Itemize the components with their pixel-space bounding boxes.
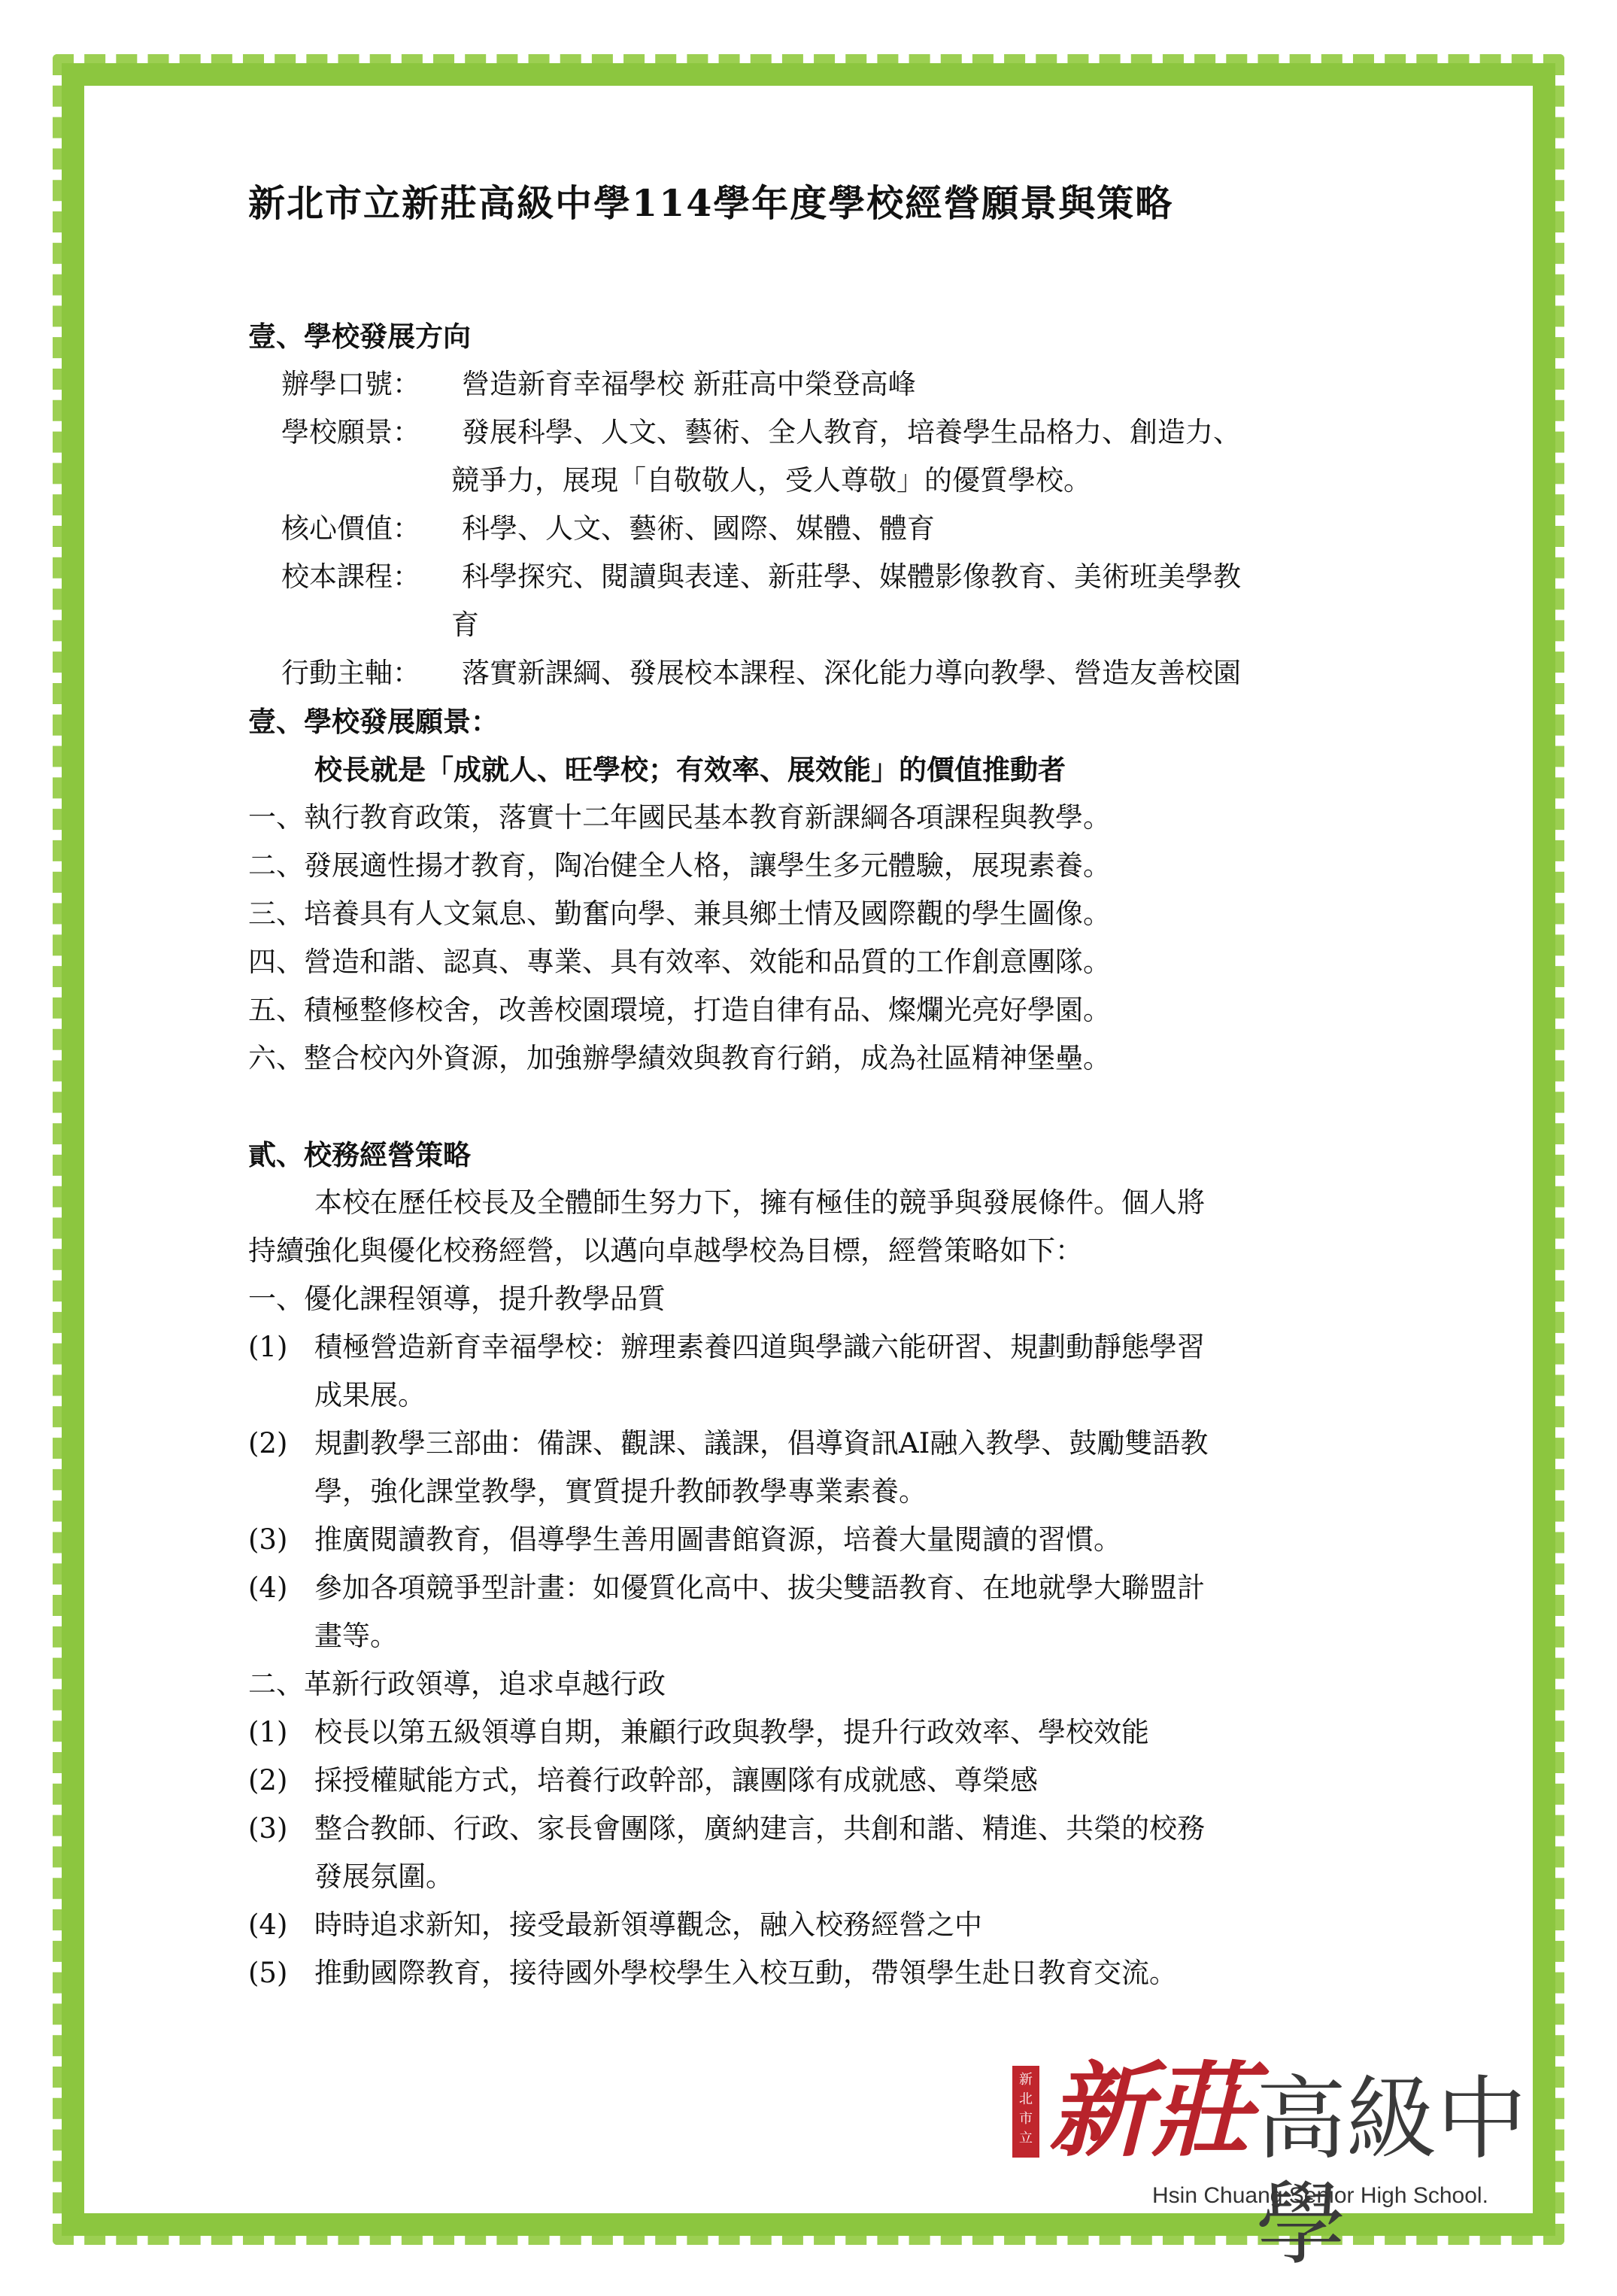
- item-text: 規劃教學三部曲：備課、觀課、議課，倡導資訊AI融入教學、鼓勵雙語教: [314, 1427, 1209, 1459]
- item-text: 推廣閱讀教育，倡導學生善用圖書館資源，培養大量閱讀的習慣。: [314, 1523, 1121, 1556]
- kv-value: 落實新課綱、發展校本課程、深化能力導向教學、營造友善校園: [462, 657, 1241, 689]
- item-text: 推動國際教育，接待國外學校學生入校互動，帶領學生赴日教育交流。: [314, 1957, 1177, 1989]
- item-text: 時時追求新知，接受最新領導觀念，融入校務經營之中: [314, 1909, 982, 1941]
- item-number: (3): [248, 1812, 288, 1845]
- list-item: 六、整合校內外資源，加強辦學績效與教育行銷，成為社區精神堡壘。: [248, 1042, 1111, 1074]
- kv-key: 行動主軸：: [281, 657, 420, 689]
- list-item: 二、發展適性揚才教育，陶冶健全人格，讓學生多元體驗，展現素養。: [248, 849, 1111, 882]
- kv-curriculum: [248, 553, 1376, 601]
- page-title: 新北市立新莊高級中學114學年度學校經營願景與策略: [248, 181, 1174, 225]
- kv-key: 學校願景：: [281, 416, 420, 448]
- school-logo: [1012, 2045, 1539, 2277]
- item-continuation: 發展氛圍。: [314, 1860, 454, 1893]
- kv-slogan: [248, 360, 1376, 408]
- strategy-item: [248, 1708, 1376, 1757]
- list-item: 四、營造和諧、認真、專業、具有效率、效能和品質的工作創意團隊。: [248, 946, 1111, 978]
- intro-paragraph-line: 持續強化與優化校務經營，以邁向卓越學校為目標，經營策略如下：: [248, 1235, 1083, 1267]
- kv-key: 校本課程：: [281, 560, 420, 593]
- list-item: 三、培養具有人文氣息、勤奮向學、兼具鄉土情及國際觀的學生圖像。: [248, 897, 1111, 930]
- kv-core-values: [248, 505, 1376, 553]
- kv-value: 科學、人文、藝術、國際、媒體、體育: [462, 512, 935, 545]
- list-item: 五、積極整修校舍，改善校園環境，打造自律有品、燦爛光亮好學園。: [248, 994, 1111, 1026]
- intro-paragraph-line: 本校在歷任校長及全體師生努力下，擁有極佳的競爭與發展條件。個人將: [314, 1186, 1205, 1219]
- strategy-item: [248, 1323, 1376, 1371]
- spacer: [248, 1083, 1376, 1131]
- kv-key: 核心價值：: [281, 512, 420, 545]
- item-continuation: 成果展。: [314, 1379, 426, 1411]
- kv-continuation: 育: [451, 609, 479, 641]
- item-number: (4): [248, 1909, 288, 1941]
- section-heading-direction: 壹、學校發展方向: [248, 320, 471, 353]
- item-number: (1): [248, 1716, 288, 1748]
- kv-value: 營造新育幸福學校 新莊高中榮登高峰: [462, 368, 916, 400]
- logo-chinese-dark: 高級中學: [1256, 2067, 1527, 2277]
- kv-value: 科學探究、閱讀與表達、新莊學、媒體影像教育、美術班美學教: [462, 560, 1241, 593]
- item-text: 積極營造新育幸福學校：辦理素養四道與學識六能研習、規劃動靜態學習: [314, 1331, 1205, 1363]
- list-item: 一、執行教育政策，落實十二年國民基本教育新課綱各項課程與教學。: [248, 801, 1111, 834]
- vision-subheading: 校長就是「成就人、旺學校；有效率、展效能」的價值推動者: [314, 753, 1066, 786]
- strategy-item: [248, 1805, 1376, 1853]
- strategy-item: [248, 1420, 1376, 1468]
- item-text: 校長以第五級領導自期，兼顧行政與教學，提升行政效率、學校效能: [314, 1716, 1149, 1748]
- kv-vision: [248, 408, 1376, 457]
- kv-value: 發展科學、人文、藝術、全人教育，培養學生品格力、創造力、: [462, 416, 1241, 448]
- section-heading-vision: 壹、學校發展願景：: [248, 705, 499, 738]
- item-number: (3): [248, 1523, 288, 1556]
- item-number: (2): [248, 1427, 288, 1459]
- kv-action-axis: [248, 649, 1376, 697]
- strategy-item: [248, 1901, 1376, 1949]
- logo-seal: 新 北 市 立: [1012, 2066, 1039, 2158]
- item-continuation: 學，強化課堂教學，實質提升教師教學專業素養。: [314, 1475, 927, 1508]
- logo-chinese-red: 新莊: [1048, 2051, 1253, 2171]
- document-body: [248, 312, 1376, 1997]
- item-text: 整合教師、行政、家長會團隊，廣納建言，共創和諧、精進、共榮的校務: [314, 1812, 1205, 1845]
- item-number: (1): [248, 1331, 288, 1363]
- item-number: (5): [248, 1957, 288, 1989]
- strategy-item: [248, 1516, 1376, 1564]
- strategy-item: [248, 1757, 1376, 1805]
- item-text: 採授權賦能方式，培養行政幹部，讓團隊有成就感、尊榮感: [314, 1764, 1038, 1796]
- kv-key: 辦學口號：: [281, 368, 420, 400]
- strategy-item: [248, 1949, 1376, 1997]
- kv-continuation: 競爭力，展現「自敬敬人，受人尊敬」的優質學校。: [451, 464, 1091, 497]
- section-heading-strategy: 貳、校務經營策略: [248, 1138, 471, 1171]
- item-number: (2): [248, 1764, 288, 1796]
- item-continuation: 畫等。: [314, 1620, 398, 1652]
- strategy-item: [248, 1564, 1376, 1612]
- logo-english-name: Hsin Chuang Senior High School.: [1152, 2183, 1488, 2208]
- strategy-group-title: 一、優化課程領導，提升教學品質: [248, 1283, 666, 1315]
- item-number: (4): [248, 1572, 288, 1604]
- item-text: 參加各項競爭型計畫：如優質化高中、拔尖雙語教育、在地就學大聯盟計: [314, 1572, 1205, 1604]
- strategy-group-title: 二、革新行政領導，追求卓越行政: [248, 1668, 666, 1700]
